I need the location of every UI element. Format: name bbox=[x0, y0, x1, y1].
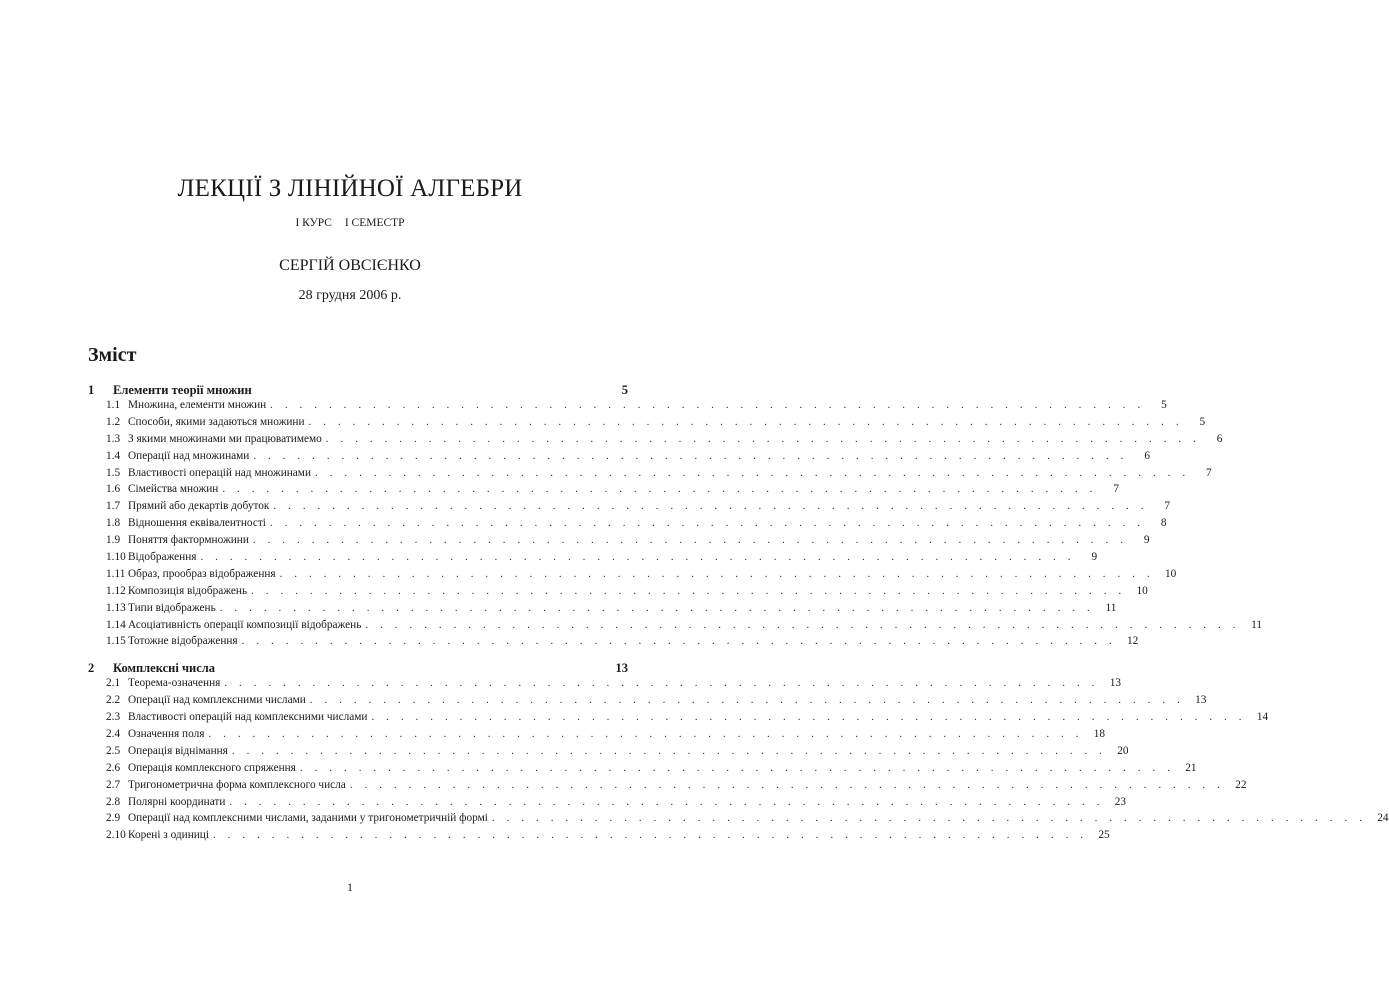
dot-leader: . . . . . . . . . . . . . . . . . . . . . . . . . . . . . . . . . . . . . . . . . . . . . . . . . . . . . . . . . . . . bbox=[208, 728, 1084, 741]
section-page: 13 bbox=[1195, 694, 1207, 707]
semester-label: І СЕМЕСТР bbox=[344, 217, 405, 229]
toc-section-row[interactable] bbox=[88, 415, 1206, 433]
toc-section-row[interactable] bbox=[88, 778, 1247, 796]
dot-leader: . . . . . . . . . . . . . . . . . . . . . . . . . . . . . . . . . . . . . . . . . . . . . . . . . . . . . . . . . . . . bbox=[229, 795, 1105, 808]
dot-leader: . . . . . . . . . . . . . . . . . . . . . . . . . . . . . . . . . . . . . . . . . . . . . . . . . . . . . . . . . . . . bbox=[309, 694, 1185, 707]
section-title: Операції над комплексними числами, заданими у тригонометричній формі bbox=[128, 812, 488, 825]
section-title: Операції над множинами bbox=[128, 449, 250, 462]
section-title: Прямий або декартів добуток bbox=[128, 500, 270, 513]
toc-section-row[interactable] bbox=[88, 677, 1122, 694]
section-page: 24 bbox=[1377, 812, 1389, 825]
section-number: 2.6 bbox=[106, 761, 121, 774]
dot-leader: . . . . . . . . . . . . . . . . . . . . . . . . . . . . . . . . . . . . . . . . . . . . . . . . . . . . . . . . . . . . bbox=[299, 761, 1175, 774]
section-title: Властивості операцій над множинами bbox=[128, 466, 312, 479]
section-title: Тригонометрична форма комплексного числа bbox=[128, 778, 346, 791]
section-title: Операція комплексного спряження bbox=[128, 761, 296, 774]
section-title: Корені з одиниці bbox=[128, 829, 209, 842]
dot-leader: . . . . . . . . . . . . . . . . . . . . . . . . . . . . . . . . . . . . . . . . . . . . . . . . . . . . . . . . . . . . bbox=[231, 744, 1107, 757]
dot-leader: . . . . . . . . . . . . . . . . . . . . . . . . . . . . . . . . . . . . . . . . . . . . . . . . . . . . . . . . . . . . bbox=[253, 449, 1128, 462]
toc-section-row[interactable] bbox=[88, 517, 1167, 534]
toc-section-row[interactable] bbox=[88, 728, 1106, 745]
toc-chapter-row[interactable] bbox=[88, 383, 628, 399]
toc-section-row[interactable] bbox=[88, 618, 1263, 636]
dot-leader: . . . . . . . . . . . . . . . . . . . . . . . . . . . . . . . . . . . . . . . . . . . . . . . . . . . . . . . . . . . . bbox=[212, 829, 1088, 842]
section-title: Сімейства множин bbox=[128, 483, 219, 496]
dot-leader: . . . . . . . . . . . . . . . . . . . . . . . . . . . . . . . . . . . . . . . . . . . . . . . . . . . . . . . . . . . . bbox=[491, 812, 1367, 825]
toc-section-row[interactable] bbox=[88, 432, 1223, 450]
dot-leader: . . . . . . . . . . . . . . . . . . . . . . . . . . . . . . . . . . . . . . . . . . . . . . . . . . . . . . . . . . . . bbox=[222, 483, 1097, 496]
toc-heading: Зміст bbox=[88, 344, 137, 366]
toc-section-row[interactable] bbox=[88, 449, 1150, 467]
section-number: 1.3 bbox=[106, 432, 121, 445]
section-number: 2.3 bbox=[106, 711, 121, 724]
section-title: Композиція відображень bbox=[128, 584, 248, 597]
section-title: Властивості операцій над комплексними числами bbox=[128, 711, 368, 724]
chapter-page: 13 bbox=[615, 661, 628, 676]
section-number: 1.10 bbox=[106, 551, 126, 564]
toc-section-row[interactable] bbox=[88, 761, 1197, 779]
chapter-number: 2 bbox=[88, 661, 95, 676]
chapter-title: Комплексні числа bbox=[113, 661, 216, 676]
section-page: 10 bbox=[1136, 584, 1148, 597]
section-number: 2.5 bbox=[106, 744, 121, 757]
toc-section-row[interactable] bbox=[88, 500, 1171, 517]
toc-section-row[interactable] bbox=[88, 711, 1269, 728]
dot-leader: . . . . . . . . . . . . . . . . . . . . . . . . . . . . . . . . . . . . . . . . . . . . . . . . . . . . . . . . . . . . bbox=[251, 584, 1126, 597]
section-number: 1.2 bbox=[106, 415, 121, 428]
section-number: 1.8 bbox=[106, 517, 121, 530]
dot-leader: . . . . . . . . . . . . . . . . . . . . . . . . . . . . . . . . . . . . . . . . . . . . . . . . . . . . . . . . . . . . bbox=[279, 567, 1155, 580]
section-title: Відношення еквівалентності bbox=[128, 517, 266, 530]
section-number: 1.14 bbox=[106, 618, 126, 631]
section-number: 2.4 bbox=[106, 728, 121, 741]
section-number: 2.8 bbox=[106, 795, 121, 808]
section-number: 1.9 bbox=[106, 534, 121, 547]
dot-leader: . . . . . . . . . . . . . . . . . . . . . . . . . . . . . . . . . . . . . . . . . . . . . . . . . . . . . . . . . . . . bbox=[365, 618, 1241, 631]
section-number: 2.1 bbox=[106, 677, 121, 690]
document-subtitle bbox=[0, 217, 700, 229]
section-page: 18 bbox=[1093, 728, 1106, 741]
section-page: 10 bbox=[1164, 567, 1177, 580]
section-number: 1.11 bbox=[106, 567, 126, 580]
course-label: І КУРС bbox=[295, 217, 332, 229]
document-author: СЕРГІЙ ОВСІЄНКО bbox=[279, 257, 421, 274]
toc-section-row[interactable] bbox=[88, 584, 1148, 602]
section-page: 22 bbox=[1235, 778, 1247, 791]
dot-leader: . . . . . . . . . . . . . . . . . . . . . . . . . . . . . . . . . . . . . . . . . . . . . . . . . . . . . . . . . . . . bbox=[200, 551, 1076, 564]
section-title: Асоціативність операції композиції відображень bbox=[128, 618, 362, 631]
dot-leader: . . . . . . . . . . . . . . . . . . . . . . . . . . . . . . . . . . . . . . . . . . . . . . . . . . . . . . . . . . . . bbox=[241, 635, 1117, 648]
section-page: 12 bbox=[1127, 635, 1139, 648]
section-page: 13 bbox=[1109, 677, 1122, 690]
section-page: 9 bbox=[1143, 534, 1150, 547]
section-number: 2.2 bbox=[106, 694, 121, 707]
section-page: 11 bbox=[1251, 618, 1263, 631]
chapter-page: 5 bbox=[621, 383, 628, 397]
toc-section-row[interactable] bbox=[88, 399, 1167, 416]
toc-section-row[interactable] bbox=[88, 812, 1389, 829]
dot-leader: . . . . . . . . . . . . . . . . . . . . . . . . . . . . . . . . . . . . . . . . . . . . . . . . . . . . . . . . . . . . bbox=[308, 415, 1184, 428]
section-page: 25 bbox=[1098, 829, 1110, 842]
section-title: З якими множинами ми працюватимемо bbox=[128, 432, 322, 445]
section-title: Типи відображень bbox=[128, 601, 216, 614]
dot-leader: . . . . . . . . . . . . . . . . . . . . . . . . . . . . . . . . . . . . . . . . . . . . . . . . . . . . . . . . . . . . bbox=[269, 517, 1145, 530]
dot-leader: . . . . . . . . . . . . . . . . . . . . . . . . . . . . . . . . . . . . . . . . . . . . . . . . . . . . . . . . . . . . bbox=[224, 677, 1100, 690]
section-title: Полярні координати bbox=[128, 795, 226, 808]
section-page: 7 bbox=[1206, 466, 1212, 479]
section-page: 20 bbox=[1117, 744, 1129, 757]
section-number: 1.4 bbox=[106, 449, 121, 462]
section-page: 21 bbox=[1185, 761, 1197, 774]
toc-section-row[interactable] bbox=[88, 635, 1139, 652]
document-title: ЛЕКЦІЇ З ЛІНІЙНОЇ АЛГЕБРИ bbox=[177, 175, 523, 202]
toc-section-row[interactable] bbox=[88, 829, 1110, 846]
section-page: 11 bbox=[1105, 601, 1117, 614]
section-title: Означення поля bbox=[128, 728, 205, 741]
toc-section-row[interactable] bbox=[88, 694, 1207, 711]
section-title: Способи, якими задаються множини bbox=[128, 415, 305, 428]
section-number: 1.13 bbox=[106, 601, 126, 614]
dot-leader: . . . . . . . . . . . . . . . . . . . . . . . . . . . . . . . . . . . . . . . . . . . . . . . . . . . . . . . . . . . . bbox=[371, 711, 1247, 724]
toc-gap bbox=[88, 652, 628, 661]
section-page: 9 bbox=[1091, 551, 1098, 564]
toc-section-row[interactable] bbox=[88, 551, 1098, 568]
section-page: 6 bbox=[1144, 449, 1150, 462]
section-title: Множина, елементи множин bbox=[128, 399, 267, 411]
section-number: 2.7 bbox=[106, 778, 121, 791]
dot-leader: . . . . . . . . . . . . . . . . . . . . . . . . . . . . . . . . . . . . . . . . . . . . . . . . . . . . . . . . . . . . bbox=[315, 466, 1190, 479]
section-number: 1.12 bbox=[106, 584, 126, 597]
toc-section-row[interactable] bbox=[88, 744, 1129, 762]
section-title: Операція віднімання bbox=[128, 744, 228, 757]
document-date: 28 грудня 2006 р. bbox=[298, 288, 402, 303]
section-page: 7 bbox=[1113, 483, 1119, 496]
section-page: 8 bbox=[1160, 517, 1167, 530]
page-number: 1 bbox=[347, 880, 353, 894]
section-number: 1.1 bbox=[106, 399, 121, 411]
chapter-number: 1 bbox=[88, 383, 95, 397]
dot-leader: . . . . . . . . . . . . . . . . . . . . . . . . . . . . . . . . . . . . . . . . . . . . . . . . . . . . . . . . . . . . bbox=[349, 778, 1225, 791]
table-of-contents bbox=[88, 383, 1389, 846]
toc-section-row[interactable] bbox=[88, 795, 1127, 813]
toc-section-row[interactable] bbox=[88, 466, 1212, 484]
dot-leader: . . . . . . . . . . . . . . . . . . . . . . . . . . . . . . . . . . . . . . . . . . . . . . . . . . . . . . . . . . . . bbox=[252, 534, 1128, 547]
section-number: 1.15 bbox=[106, 635, 126, 648]
section-number: 1.7 bbox=[106, 500, 121, 513]
dot-leader: . . . . . . . . . . . . . . . . . . . . . . . . . . . . . . . . . . . . . . . . . . . . . . . . . . . . . . . . . . . . bbox=[219, 601, 1095, 614]
section-title: Поняття фактормножини bbox=[128, 534, 249, 547]
toc-section-row[interactable] bbox=[88, 483, 1119, 500]
section-title: Відображення bbox=[128, 551, 197, 564]
section-title: Тотожне відображення bbox=[128, 635, 238, 648]
section-number: 2.9 bbox=[106, 812, 121, 825]
toc-section-row[interactable] bbox=[88, 567, 1177, 585]
section-title: Образ, прообраз відображення bbox=[128, 567, 276, 580]
toc-chapter-row[interactable] bbox=[88, 661, 628, 677]
section-number: 1.6 bbox=[106, 483, 121, 496]
chapter-title: Елементи теорії множин bbox=[113, 383, 252, 397]
dot-leader: . . . . . . . . . . . . . . . . . . . . . . . . . . . . . . . . . . . . . . . . . . . . . . . . . . . . . . . . . . . . bbox=[273, 500, 1149, 513]
dot-leader: . . . . . . . . . . . . . . . . . . . . . . . . . . . . . . . . . . . . . . . . . . . . . . . . . . . . . . . . . . . . bbox=[325, 432, 1201, 445]
section-page: 5 bbox=[1199, 415, 1206, 428]
section-title: Теорема-означення bbox=[128, 677, 221, 690]
section-number: 1.5 bbox=[106, 466, 121, 479]
section-page: 14 bbox=[1256, 711, 1269, 724]
toc-section-row[interactable] bbox=[88, 534, 1150, 551]
section-title: Операції над комплексними числами bbox=[128, 694, 306, 707]
dot-leader: . . . . . . . . . . . . . . . . . . . . . . . . . . . . . . . . . . . . . . . . . . . . . . . . . . . . . . . . . . . . bbox=[270, 399, 1145, 411]
toc-section-row[interactable] bbox=[88, 601, 1117, 619]
section-page: 5 bbox=[1161, 399, 1167, 411]
section-page: 23 bbox=[1114, 795, 1127, 808]
section-number: 2.10 bbox=[106, 829, 126, 842]
section-page: 7 bbox=[1164, 500, 1171, 513]
section-page: 6 bbox=[1216, 432, 1223, 445]
